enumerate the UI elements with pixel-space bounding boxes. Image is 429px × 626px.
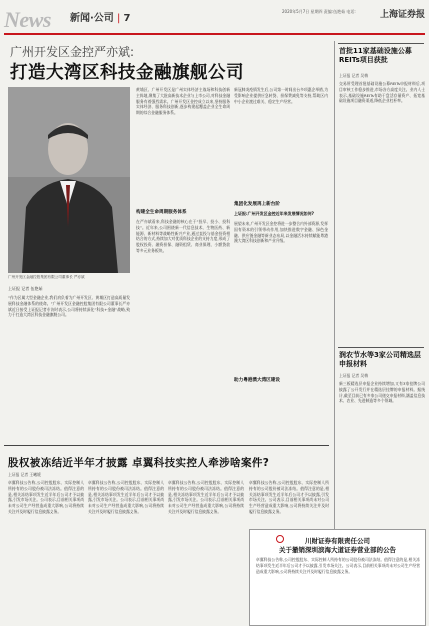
announcement-company: 川财证券有限责任公司 — [305, 537, 370, 545]
story-headline: 首批11家基础设施公募REITs项目获批 — [339, 47, 412, 64]
lead-article — [4, 41, 329, 436]
section-title: 新闻·公司 | 7 — [70, 13, 131, 24]
section-subhead: 构建全生命周期服务体系 — [136, 210, 187, 215]
date-line: 2020年5月7日 星期四 责编:伍艳茹 电话: — [282, 9, 356, 14]
body-paragraph: 黄埔区、广州开发区是广州实体经济主战场和科技创新主阵地,聚集了大批高新技术企业与上市公司,对科技金融服务有着强烈需求。广州开发区金控成立以来,坚持服务实体经济、服务科技创新,逐步构建起覆盖企业全生命周期的综合金融服务体系。 — [136, 87, 230, 116]
body-paragraph: 在严亦斌看来,科技金融的核心在于“投早、投小、投科技”。近年来,公司围绕新一代信息技术、生物医药、新能源、新材料等战略性新兴产业,通过直投与基金投资相结合的方式,持续加大对优质科技企业的支持力度,形成了股权投资、融资担保、融资租赁、商业保理、小额贷款等多元业务板块。 — [136, 219, 230, 253]
photo-caption: 广州开发区金融控股集团有限公司董事长 严亦斌 — [8, 275, 85, 279]
bottom-text: 卓翼科技公告称,公司控股股东、实际控制人所持有的公司股份被司法冻结。值得注意的是,相关冻结事项发生近半年后公司才予以披露,引发市场关注。公司表示,目前相关事项尚未对公司生产经营造成重大影响,公司将持续关注并及时履行信息披露义务。 — [8, 480, 84, 514]
article-byline: 上证报 记者 伍艳茹 — [8, 286, 43, 291]
story-byline: 上证报 记者 吴梅 — [339, 373, 368, 378]
bottom-byline: 上证报 记者 王曦媛 — [8, 472, 41, 477]
announcement-text: 卓翼科技公告称,公司控股股东、实际控制人所持有的公司股份被司法冻结。值得注意的是,相关冻结事项发生近半年后公司才予以披露,引发市场关注。公司表示,目前相关事项尚未对公司生产经营造成重大影响,公司将持续关注并及时履行信息披露义务。 — [256, 557, 420, 574]
bottom-text: 卓翼科技公告称,公司控股股东、实际控制人所持有的公司股份被司法冻结。值得注意的是,相关冻结事项发生近半年后公司才予以披露,引发市场关注。公司表示,目前相关事项尚未对公司生产经营造成重大影响,公司将持续关注并及时履行信息披露义务。 — [88, 480, 164, 514]
paper-name: 上海证券报 — [380, 10, 426, 20]
right-column — [334, 41, 426, 581]
story-text: 新三板精选层申报企业持续增加,又有3家挂牌公司披露了公开发行并在精选层挂牌的申报材料。据统计,截至目前已有多家公司递交申报材料,涵盖信息技术、农业、先进制造等多个领域。 — [339, 381, 425, 404]
masthead-brand: News — [4, 7, 51, 32]
story-text: 交易所受理首批基础设施公募REITs申报材料后,项目审核工作稳步推进,市场各方高度关注。业内人士表示,基础设施REITs有助于盘活存量资产、拓宽基础设施项目融资渠道,降低企业杠杆率。 — [339, 81, 425, 104]
bottom-headline: 股权被冻结近半年才披露 卓翼科技实控人牵涉啥案件? — [8, 457, 270, 469]
body-paragraph: 展望未来,广州开发区金控将进一步整合内外部资源,发挥国有资本的引领带动作用,加快推进数字金融、绿色金融、供应链金融等新业态布局,以金融活水持续赋能粤港澳大湾区科技创新和产业升级。 — [234, 221, 328, 244]
section-subhead: 集团化发展再上新台阶 — [234, 202, 280, 207]
bottom-text: 卓翼科技公告称,公司控股股东、实际控制人所持有的公司股份被司法冻结。值得注意的是,相关冻结事项发生近半年后公司才予以披露,引发市场关注。公司表示,目前相关事项尚未对公司生产经营造成重大影响,公司将持续关注并及时履行信息披露义务。 — [249, 480, 329, 514]
body-paragraph: “作为区属大型金融企业,我们肩负着为广州开发区、黄埔区打造高质量发展科技金融体系的使命。”广州开发区金融控股集团有限公司董事长严亦斌近日接受上证报记者专访时表示,公司将持续深化“科技+金融”战略,致力于打造大湾区科技金融旗舰公司。 — [8, 295, 130, 318]
masthead-rule — [4, 33, 425, 35]
column-rule — [338, 347, 424, 348]
qa-question: 上证报:广州开发区金控近年来发展情况如何? — [234, 211, 314, 216]
article-kicker: 广州开发区金控严亦斌: — [10, 45, 135, 59]
story-byline: 上证报 记者 吴梅 — [339, 73, 368, 78]
body-paragraph: 新冠肺炎疫情发生后,公司第一时间出台多项惠企举措,为受影响企业提供应急转贷、担保费减免等支持,帮助区内中小企业渡过难关、稳定生产经营。 — [234, 87, 328, 104]
portrait-photo — [8, 87, 130, 273]
masthead — [0, 0, 429, 38]
story-headline: 润农节水等3家公司精选层申报材料 — [339, 351, 421, 368]
bottom-text: 卓翼科技公告称,公司控股股东、实际控制人所持有的公司股份被司法冻结。值得注意的是,相关冻结事项发生近半年后公司才予以披露,引发市场关注。公司表示,目前相关事项尚未对公司生产经营造成重大影响,公司将持续关注并及时履行信息披露义务。 — [168, 480, 244, 514]
section-name: 新闻·公司 — [70, 13, 114, 24]
section-subhead: 助力粤港澳大湾区建设 — [234, 378, 280, 383]
column-rule — [338, 43, 424, 44]
announcement-box — [249, 529, 426, 626]
announcement-title: 关于撤销深圳滨海大道证券营业部的公告 — [279, 546, 396, 554]
section-divider — [4, 445, 329, 446]
page-number: 7 — [123, 13, 131, 24]
article-headline: 打造大湾区科技金融旗舰公司 — [10, 63, 244, 83]
